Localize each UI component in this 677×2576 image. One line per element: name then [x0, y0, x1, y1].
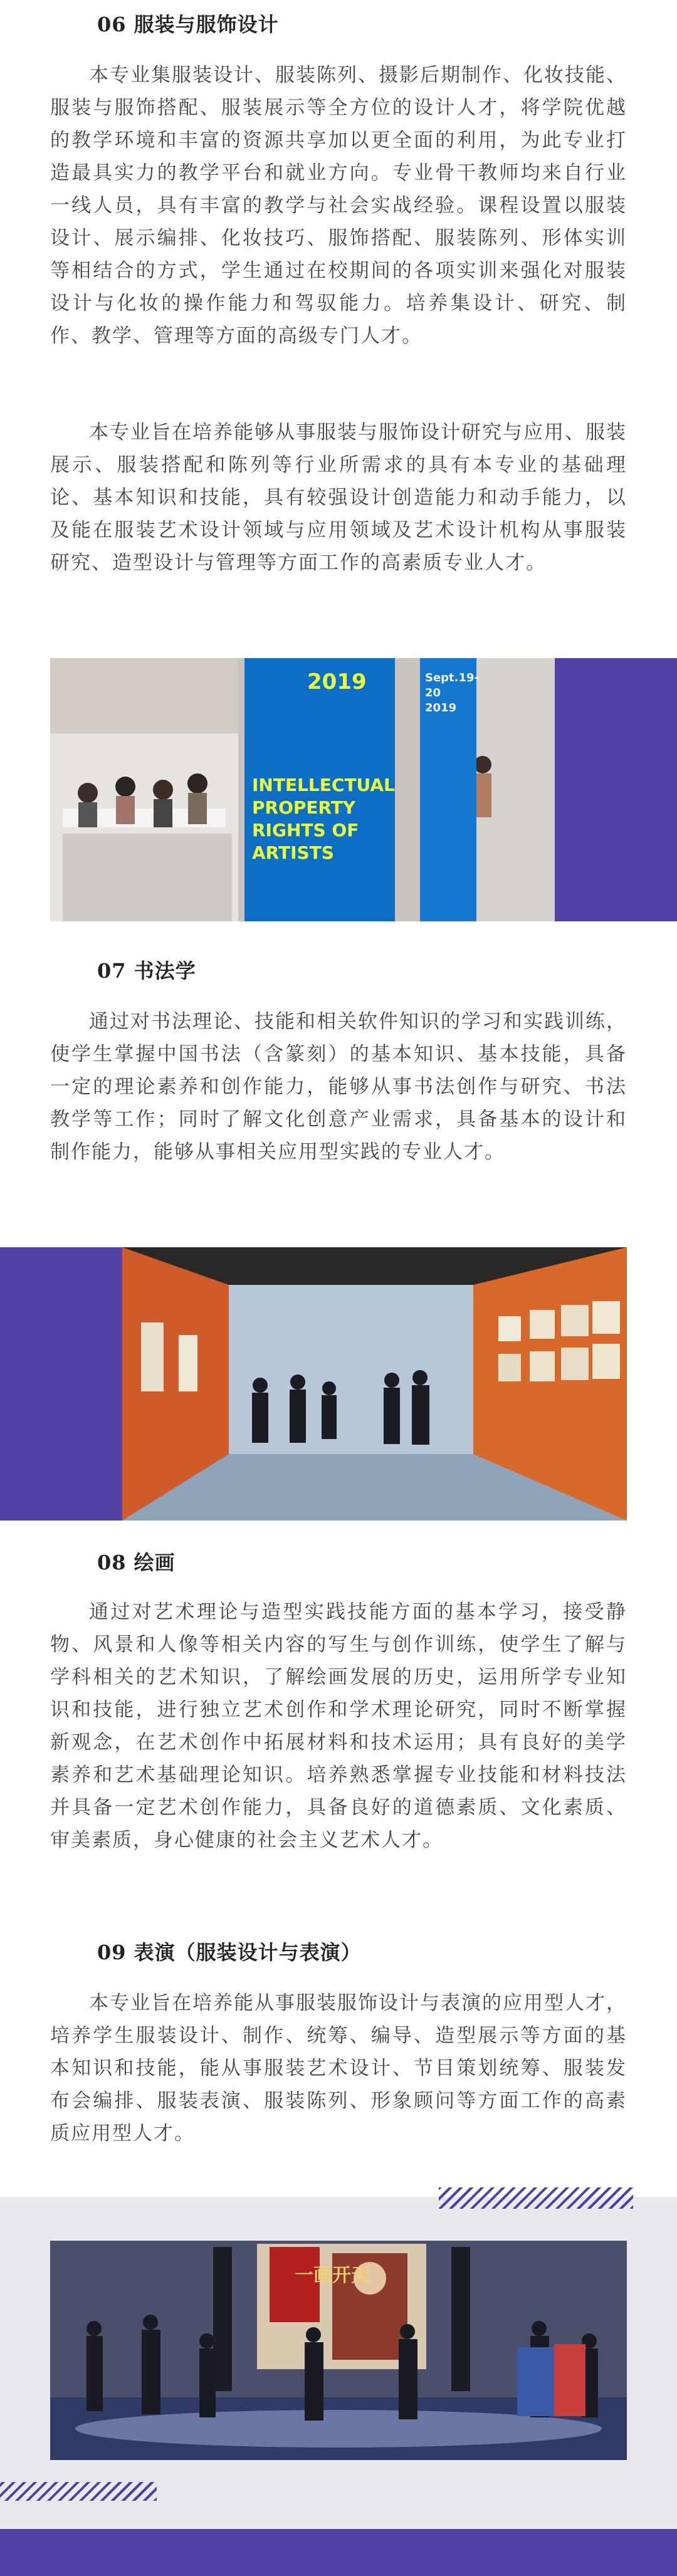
section-09-paragraph-1: 本专业旨在培养能从事服装服饰设计与表演的应用型人才，培养学生服装设计、制作、统筹、编导、造型展示等方面的基本知识和技能，能从事服装艺术设计、节目策划统筹、服装发布会编排、服装表演、服装陈列、形象顾问等方面工作的高素质应用型人才。 [50, 1992, 627, 2145]
fashion-show-poster-text: 一画开天 [295, 2264, 370, 2286]
section-06-paragraph-1: 本专业集服装设计、服装陈列、摄影后期制作、化妆技能、服装与服饰搭配、服装展示等全方位的设计人才，将学院优越的教学环境和丰富的资源共享加以更全面的利用，为此专业打造最具实力的教学平台和就业方向。专业骨干教师均来自行业一线人员，具有丰富的教学与社会实战经验。课程设置以服装设计、展示编排、化妆技巧、服饰搭配、服装陈列、形体实训等相结合的方式，学生通过在校期间的各项实训来强化对服装设计与化妆的操作能力和驾驭能力。培养集设计、研究、制作、教学、管理等方面的高级专门人才。 [50, 64, 627, 347]
section-heading-09: 09 表演（服装设计与表演） [97, 1940, 362, 1964]
stripe-decoration-bottom [0, 2482, 157, 2501]
section-08-paragraph-1: 通过对艺术理论与造型实践技能方面的基本学习，接受静物、风景和人像等相关内容的写生与创作训练，使学生了解与学科相关的艺术知识，了解绘画发展的历史，运用所学专业知识和技能，进行独立艺术创作和学术理论研究，同时不断掌握新观念，在艺术创作中拓展材料和技术运用；具有良好的美学素养和艺术基础理论知识。培养熟悉掌握专业技能和材料技法并具备一定艺术创作能力，具备良好的道德素质、文化素质、审美素质，身心健康的社会主义艺术人才。 [50, 1601, 627, 1851]
accent-block-right-1 [555, 658, 677, 921]
photo-fashion-show [50, 2241, 627, 2460]
banner-left-year: 2019 [307, 669, 367, 694]
stripe-decoration-top [439, 2187, 633, 2209]
accent-block-left-2 [0, 1247, 122, 1521]
section-07-paragraph-1: 通过对书法理论、技能和相关软件知识的学习和实践训练，使学生掌握中国书法（含篆刻）的基本知识、基本技能，具备一定的理论素养和创作能力，能够从事书法创作与研究、书法教学等工作；同时了解文化创意产业需求，具备基本的设计和制作能力，能够从事相关应用型实践的专业人才。 [50, 1010, 627, 1163]
section-heading-06: 06 服装与服饰设计 [97, 13, 279, 36]
banner-right [420, 658, 480, 921]
photo-classroom-banners [50, 658, 555, 921]
section-heading-07: 07 书法学 [97, 959, 196, 983]
gallery-illustration [122, 1247, 627, 1521]
section-heading-08: 08 绘画 [97, 1551, 176, 1574]
banner-left-text: INTELLECTUAL PROPERTY RIGHTS OF ARTISTS [252, 775, 395, 863]
photo-gallery-visitors [122, 1247, 627, 1521]
footer-accent-bar [0, 2529, 677, 2576]
banner-left [244, 658, 395, 921]
section-06-paragraph-2: 本专业旨在培养能够从事服装与服饰设计研究与应用、服装展示、服装搭配和陈列等行业所需求的具有本专业的基础理论、基本知识和技能，具有较强设计创造能力和动手能力，以及能在服装艺术设计领域与应用领域及艺术设计机构从事服装研究、造型设计与管理等方面工作的高素质专业人才。 [50, 421, 627, 574]
banner-right-year: Sept.19-20 2019 [425, 671, 480, 715]
